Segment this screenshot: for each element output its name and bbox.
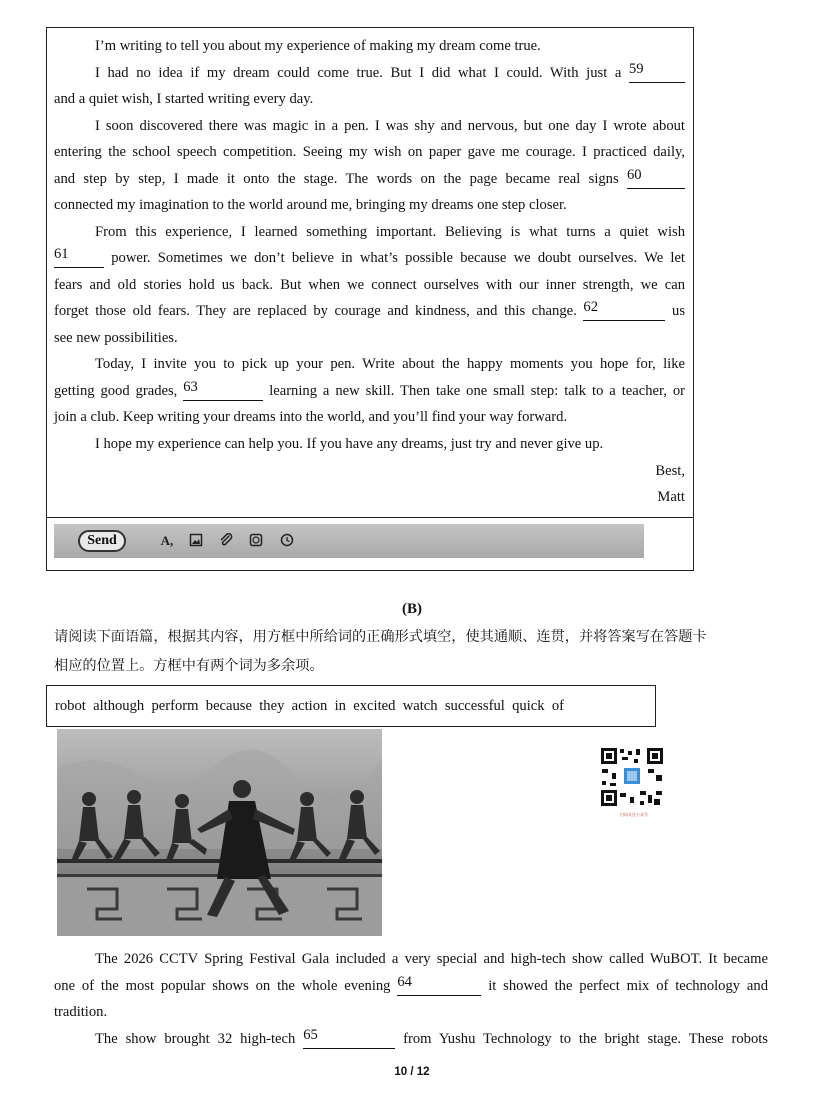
letter-paragraph-6: I hope my experience can help you. If you have any dreams, just try and never give up. [95, 436, 604, 452]
qr-code [600, 747, 664, 807]
passage-line-2: one of the most popular shows on the whole evening 64 it showed the perfect mix of technology and [54, 974, 768, 994]
blank-61[interactable]: 61 [54, 249, 104, 268]
image-icon[interactable] [188, 533, 204, 549]
letter-paragraph-5-line-1: Today, I invite you to pick up your pen. Write about the happy moments you hope for, like [95, 356, 685, 372]
qr-caption: 扫码关注公众号 [620, 812, 648, 817]
letter-closing: Best, [655, 463, 685, 479]
blank-64[interactable]: 64 [397, 977, 481, 996]
blank-62[interactable]: 62 [583, 302, 665, 321]
letter-paragraph-3-line-4: connected my imagination to the world around me, bringing my dreams one step closer. [54, 197, 567, 213]
letter-paragraph-4-line-1: From this experience, I learned something important. Believing is what turns a quiet wish [95, 224, 685, 240]
passage-line-1: The 2026 CCTV Spring Festival Gala included a very special and high-tech show called WuBOT. It became [95, 951, 768, 967]
letter-paragraph-4-line-5: see new possibilities. [54, 330, 178, 346]
letter-signature: Matt [657, 489, 685, 505]
font-icon[interactable]: A, [160, 533, 174, 548]
letter-divider [46, 517, 694, 518]
passage-line-4: The show brought 32 high-tech 65 from Yushu Technology to the bright stage. These robots [95, 1027, 768, 1047]
letter-paragraph-2-line-2: and a quiet wish, I started writing every day. [54, 91, 314, 107]
blank-59[interactable]: 59 [629, 64, 685, 83]
clock-icon[interactable] [279, 533, 295, 549]
attach-icon[interactable] [218, 533, 234, 549]
passage-line-3: tradition. [54, 1004, 108, 1020]
section-title: (B) [402, 601, 422, 617]
letter-paragraph-3-line-3: and step by step, I made it onto the stage. The words on the page became real signs 60 [54, 170, 685, 189]
email-toolbar [54, 524, 644, 558]
letter-paragraph-4-line-4: forget those old fears. They are replaced by courage and kindness, and this change. 62 us [54, 299, 685, 319]
letter-paragraph-2-line-1: I had no idea if my dream could come true. But I did what I could. With just a 59 [54, 64, 685, 83]
instruction-line-2: 相应的位置上。方框中有两个词为多余项。 [54, 658, 324, 674]
letter-paragraph-1: I’m writing to tell you about my experience of making my dream come true. [95, 38, 541, 54]
blank-65[interactable]: 65 [303, 1030, 395, 1049]
word-bank: robot although perform because they action in excited watch successful quick of [46, 685, 656, 727]
page-number: 10 / 12 [394, 1066, 430, 1078]
emoji-icon[interactable] [248, 533, 264, 549]
letter-paragraph-5-line-2: getting good grades, 63 learning a new skill. Then take one small step: talk to a teacher, or [54, 379, 685, 399]
letter-paragraph-3-line-1: I soon discovered there was magic in a pen. I was shy and nervous, but one day I wrote about [95, 118, 685, 134]
letter-paragraph-3-line-2: entering the school speech competition. Seeing my wish on paper gave me courage. I practiced daily, [54, 144, 685, 160]
send-button[interactable]: Send [78, 530, 126, 552]
blank-63[interactable]: 63 [183, 382, 263, 401]
letter-paragraph-4-line-2: 61 power. Sometimes we don’t believe in what’s possible because we doubt ourselves. We let [54, 246, 685, 266]
letter-paragraph-4-line-3: fears and old stories hold us back. But when we connect ourselves with our inner strength, we can [54, 277, 685, 293]
letter-paragraph-5-line-3: join a club. Keep writing your dreams into the world, and you’ll find your way forward. [54, 409, 568, 425]
instruction-line-1: 请阅读下面语篇，根据其内容，用方框中所给词的正确形式填空，使其通顺、连贯，并将答案写在答题卡 [54, 629, 707, 645]
blank-60[interactable]: 60 [627, 170, 685, 189]
performance-photo [57, 729, 382, 936]
